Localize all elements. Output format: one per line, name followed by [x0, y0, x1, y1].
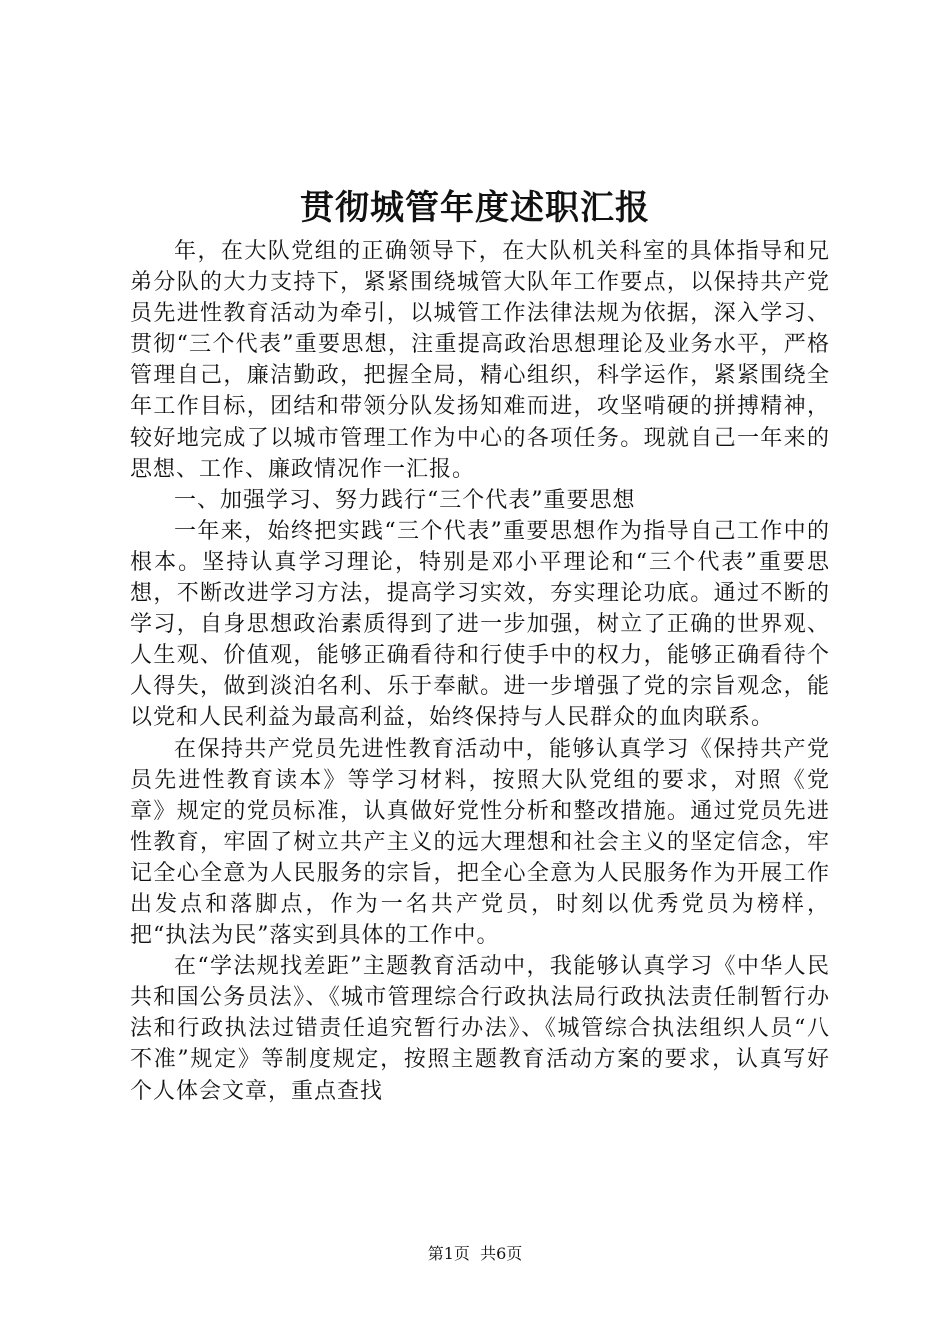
body-paragraph: 在保持共产党员先进性教育活动中，能够认真学习《保持共产党员先进性教育读本》等学习材料，按照大队党组的要求，对照《党章》规定的党员标准，认真做好党性分析和整改措施。通过党员先进性教育，牢固了树立共产主义的远大理想和社会主义的坚定信念，牢记全心全意为人民服务的宗旨，把全心全意为人民服务作为开展工作出发点和落脚点，作为一名共产党员，时刻以优秀党员为榜样，把“执法为民”落实到具体的工作中。	[130, 736, 830, 949]
section-heading: 一、加强学习、努力践行“三个代表”重要思想	[174, 487, 636, 513]
body-paragraph: 在“学法规找差距”主题教育活动中，我能够认真学习《中华人民共和国公务员法》、《城市管理综合行政执法局行政执法责任制暂行办法和行政执法过错责任追究暂行办法》、《城管综合执法组织人员“八不准”规定》等制度规定，按照主题教育活动方案的要求，认真写好个人体会文章，重点查找	[130, 954, 830, 1104]
page-footer	[0, 1242, 950, 1266]
document-title: 贯彻城管年度述职汇报	[300, 188, 650, 228]
body-paragraph: 一年来，始终把实践“三个代表”重要思想作为指导自己工作中的根本。坚持认真学习理论，特别是邓小平理论和“三个代表”重要思想，不断改进学习方法，提高学习实效，夯实理论功底。通过不断的学习，自身思想政治素质得到了进一步加强，树立了正确的世界观、人生观、价值观，能够正确看待和行使手中的权力，能够正确看待个人得失，做到淡泊名利、乐于奉献。进一步增强了党的宗旨观念，能以党和人民利益为最高利益，始终保持与人民群众的血肉联系。	[130, 518, 830, 731]
page-number: 第1页	[427, 1244, 470, 1263]
document-body	[130, 236, 830, 1107]
intro-paragraph: 年，在大队党组的正确领导下，在大队机关科室的具体指导和兄弟分队的大力支持下，紧紧围绕城管大队年工作要点，以保持共产党员先进性教育活动为牵引，以城管工作法律法规为依据，深入学习、贯彻“三个代表”重要思想，注重提高政治思想理论及业务水平，严格管理自己，廉洁勤政，把握全局，精心组织，科学运作，紧紧围绕全年工作目标，团结和带领分队发扬知难而进，攻坚啃硬的拼搏精神，较好地完成了以城市管理工作为中心的各项任务。现就自己一年来的思想、工作、廉政情况作一汇报。	[130, 239, 830, 482]
page-total: 共6页	[480, 1244, 523, 1263]
